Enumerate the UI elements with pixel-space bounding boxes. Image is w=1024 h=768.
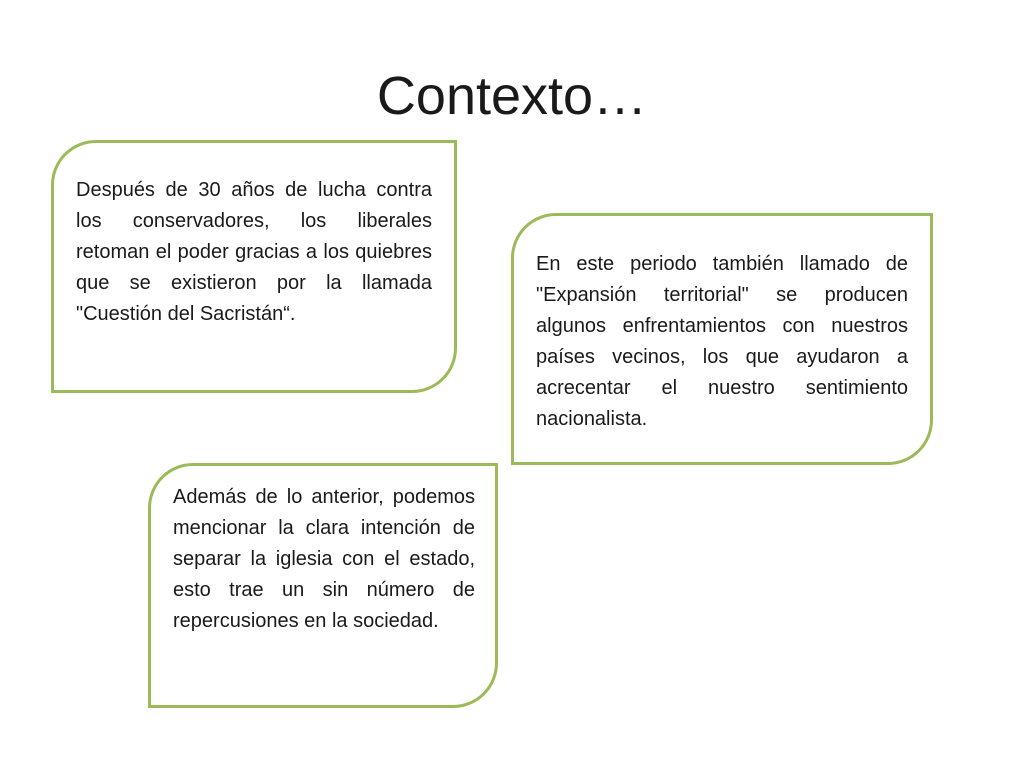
slide-title: Contexto… [376,66,648,126]
text-box-iglesia-estado-text: Además de lo anterior, podemos mencionar la clara intención de separar la iglesia con el estado, esto trae un sin número de repercusiones en la sociedad. [173,486,475,632]
text-box-liberales-text: Después de 30 años de lucha contra los conservadores, los liberales retoman el poder gracias a los quiebres que se existieron por la llamada "Cuestión del Sacristán“. [76,179,432,325]
text-box-expansion-text: En este periodo también llamado de "Expansión territorial" se producen algunos enfrentamientos con nuestros países vecinos, los que ayudaron a acrecentar el nuestro sentimiento nacionalista. [536,253,908,430]
text-box-expansion [511,213,933,465]
text-box-iglesia-estado [148,463,498,708]
text-box-liberales [51,140,457,393]
